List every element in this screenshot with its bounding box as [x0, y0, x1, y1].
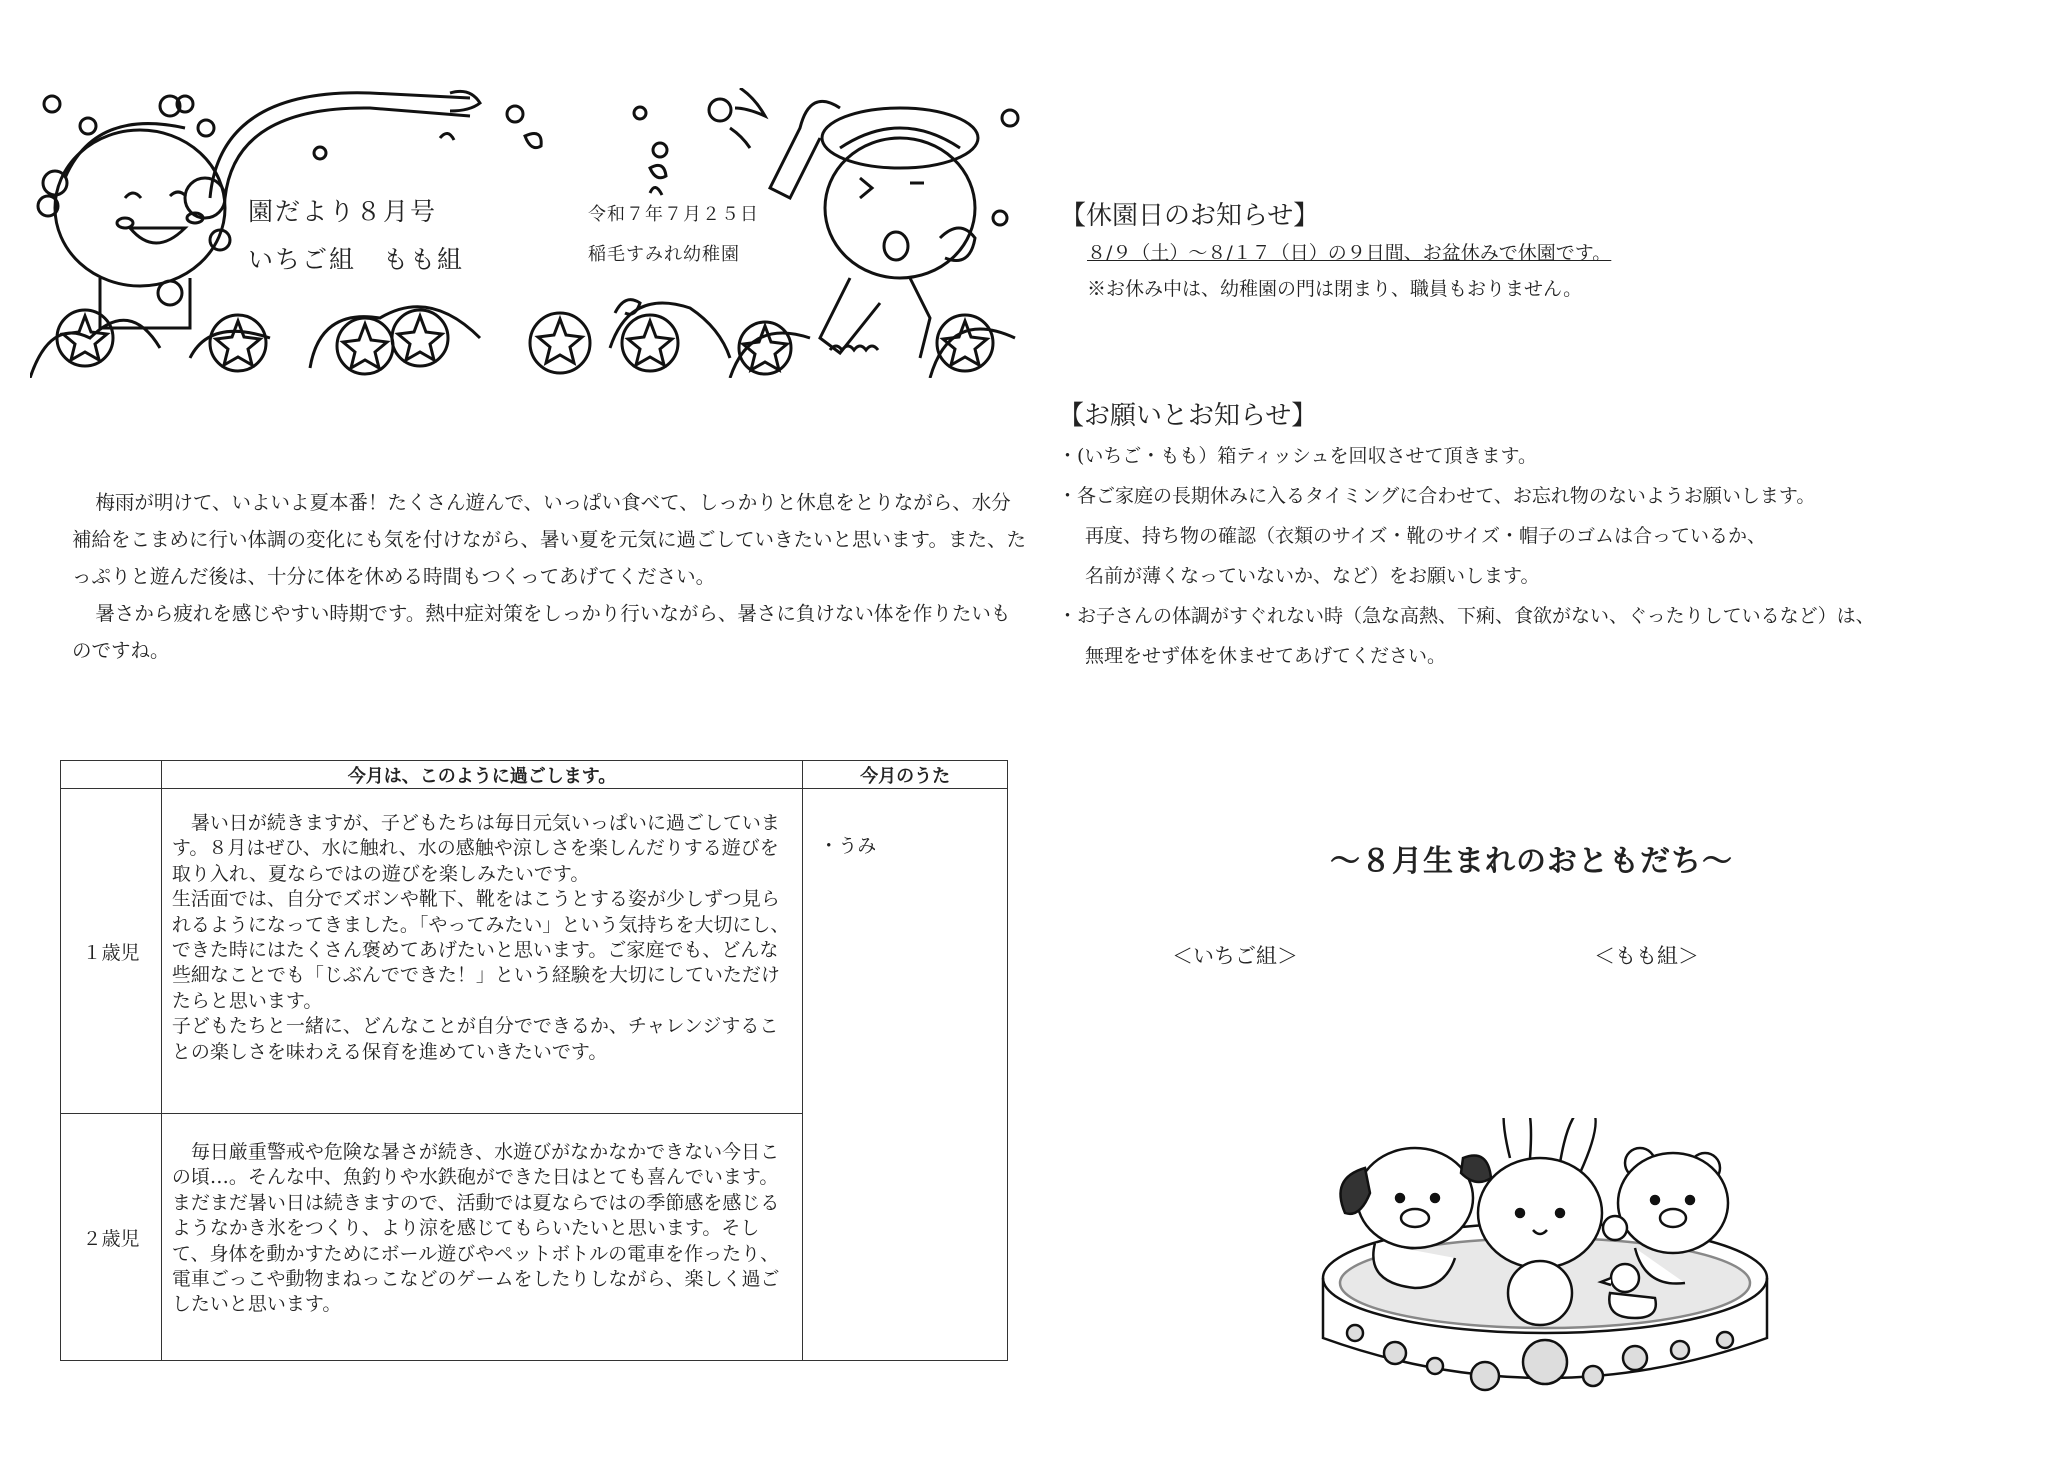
water-drops	[440, 88, 765, 195]
plan-cell	[161, 789, 802, 1114]
closure-notice	[1060, 195, 1611, 307]
plan-text: 生活面では、自分でズボンや靴下、靴をはこうとする姿が少しずつ見られるようになってきました。「やってみたい」という気持ちを大切にし、できた時にはたくさん褒めてあげたいと思います。ご家庭でも、どんな些細なことでも「じぶんでできた！」という経験を大切にしていただけたらと思います。	[171, 888, 790, 1012]
request-item-continued: 再度、持ち物の確認（衣類のサイズ・靴のサイズ・帽子のゴムは合っているか、	[1085, 525, 1766, 547]
table-row	[61, 789, 1008, 1114]
request-item: ・(いちご・もも）箱ティッシュを回収させて頂きます。	[1058, 445, 1537, 467]
intro-paragraph: 暑さから疲れを感じやすい時期です。熱中症対策をしっかり行いながら、暑さに負けない体を作りたいものですね。	[72, 602, 1011, 662]
section-title: 【休園日のお知らせ】	[1060, 201, 1320, 231]
table-header	[61, 761, 162, 789]
table-header: 今月のうた	[803, 761, 1008, 789]
water-hose-icon	[210, 91, 480, 198]
section-title: 【お願いとお知らせ】	[1058, 401, 1318, 431]
issue-date: 令和７年７月２５日	[588, 204, 759, 225]
ichigo-class-label: ＜いちご組＞	[1172, 944, 1298, 968]
intro-paragraph: 梅雨が明けて、いよいよ夏本番！たくさん遊んで、いっぱい食べて、しっかりと休息をとりながら、水分補給をこまめに行い体調の変化にも気を付けながら、暑い夏を元気に過ごしていきたいと思います。また、たっぷりと遊んだ後は、十分に体を休める時間もつくってあげてください。	[72, 491, 1026, 588]
request-item: ・各ご家庭の長期休みに入るタイミングに合わせて、お忘れ物のないようお願いします。	[1058, 485, 1816, 507]
morning-glory-flowers	[30, 300, 1015, 378]
plan-text: 子どもたちと一緒に、どんなことが自分でできるか、チャレンジすることの楽しさを味わえる保育を進めていきたいです。	[171, 1015, 779, 1063]
girl-illustration	[38, 96, 230, 328]
newsletter-title: 園だより８月号	[248, 197, 438, 226]
closure-note: ※お休み中は、幼稚園の門は閉まり、職員もおりません。	[1087, 278, 1583, 300]
header-illustration	[30, 88, 1020, 378]
pool-animals-illustration	[1315, 1118, 1775, 1408]
class-names: いちご組 もも組	[248, 245, 465, 274]
school-name: 稲毛すみれ幼稚園	[588, 244, 740, 265]
age-cell: ２歳児	[61, 1114, 162, 1361]
request-item-continued: 無理をせず体を休ませてあげてください。	[1085, 645, 1447, 667]
closure-dates: ８/９（土）～８/１７（日）の９日間、お盆休みで休園です。	[1087, 242, 1612, 264]
requests-section	[1058, 395, 1875, 676]
birthday-title: ～８月生まれのおともだち～	[1330, 844, 1733, 879]
plan-text: 暑い日が続きますが、子どもたちは毎日元気いっぱいに過ごしています。８月はぜひ、水に触れ、水の感触や涼しさを楽しんだりする遊びを取り入れ、夏ならではの遊びを楽しみたいです。	[171, 812, 780, 885]
table-header-row	[61, 761, 1008, 789]
plan-cell	[161, 1114, 802, 1361]
request-item: ・お子さんの体調がすぐれない時（急な高熱、下痢、食欲がない、ぐったりしているなど）は、	[1058, 605, 1875, 627]
plan-text: 毎日厳重警戒や危険な暑さが続き、水遊びがなかなかできない今日この頃…。そんな中、魚釣りや水鉄砲ができた日はとても喜んでいます。まだまだ暑い日は続きますので、活動では夏ならではの季節感を感じるようなかき氷をつくり、より涼を感じてもらいたいと思います。そして、身体を動かすためにボール遊びやペットボトルの電車を作ったり、電車ごっこや動物まねっこなどのゲームをしたりしながら、楽しく過ごしたいと思います。	[171, 1141, 780, 1316]
request-item-continued: 名前が薄くなっていないか、など）をお願いします。	[1085, 565, 1540, 587]
song-cell: ・うみ	[803, 789, 1008, 1361]
bubbles	[44, 96, 1018, 225]
table-header: 今月は、このように過ごします。	[161, 761, 802, 789]
monthly-plan-table	[60, 760, 1008, 1361]
intro-message	[72, 484, 1027, 669]
momo-class-label: ＜もも組＞	[1594, 944, 1699, 968]
age-cell: １歳児	[61, 789, 162, 1114]
boy-illustration	[770, 101, 978, 358]
